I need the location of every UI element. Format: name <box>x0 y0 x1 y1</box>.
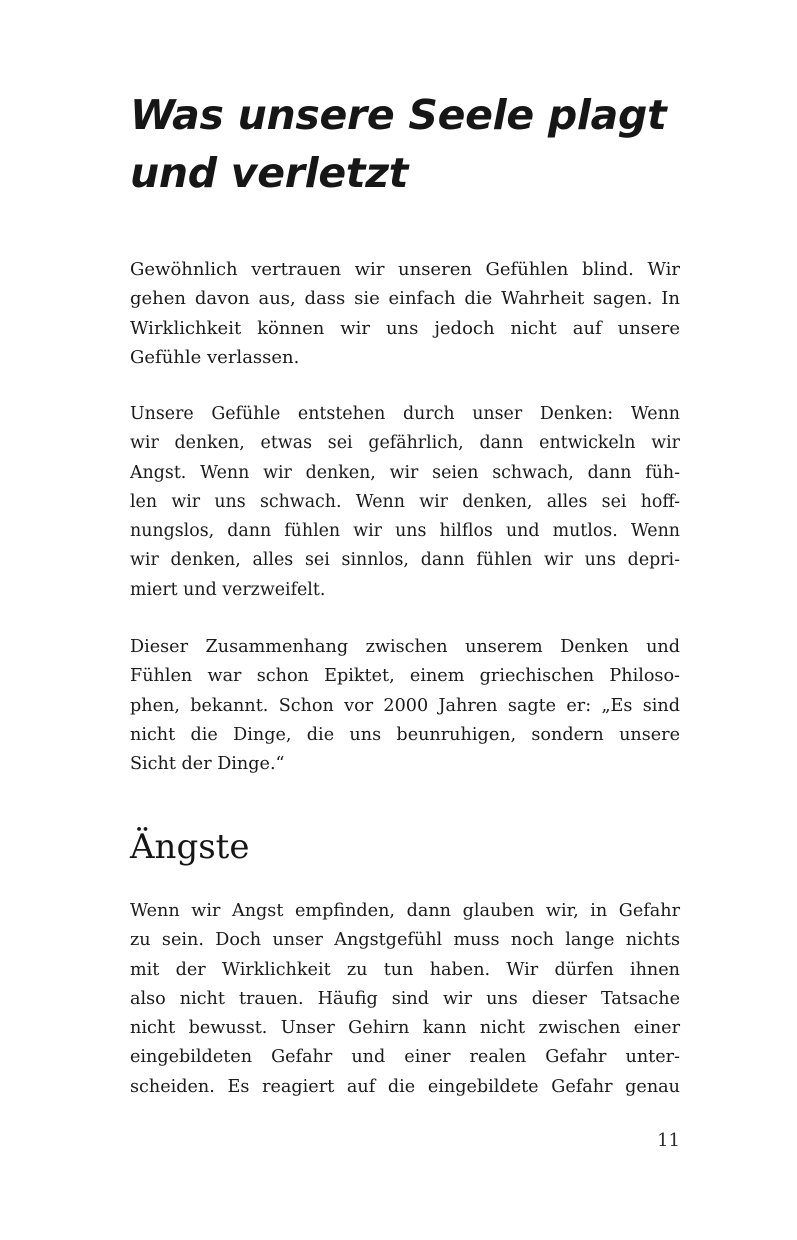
text-line: wir denken, alles sei sinnlos, dann fühlen wir uns depri- <box>130 550 680 571</box>
text-line: Unsere Gefühle entstehen durch unser Denken: Wenn <box>130 404 680 424</box>
text-line: wir denken, etwas sei gefährlich, dann entwickeln wir <box>130 433 680 454</box>
book-page <box>130 0 680 1240</box>
text-line: scheiden. Es reagiert auf die eingebildete Gefahr genau <box>130 1076 680 1097</box>
text-line: gehen davon aus, dass sie einfach die Wahrheit sagen. In <box>130 288 680 310</box>
text-line: zu sein. Doch unser Angstgefühl muss noch lange nichts <box>130 930 680 951</box>
chapter-title-line: Was unsere Seele plagt <box>130 91 667 139</box>
text-line: nicht die Dinge, die uns beunruhigen, sondern unsere <box>130 724 680 745</box>
text-line: eingebildeten Gefahr und einer realen Gefahr unter- <box>130 1047 680 1068</box>
text-line: Fühlen war schon Epiktet, einem griechischen Philoso- <box>130 666 680 687</box>
text-line: mit der Wirklichkeit zu tun haben. Wir dürfen ihnen <box>130 959 680 980</box>
chapter-title <box>130 86 690 202</box>
text-line: Dieser Zusammenhang zwischen unserem Denken und <box>130 637 680 657</box>
section-heading: Ängste <box>130 827 250 867</box>
text-line: Gewöhnlich vertrauen wir unseren Gefühlen blind. Wir <box>130 259 680 280</box>
text-line: nungslos, dann fühlen wir uns hilflos und mutlos. Wenn <box>130 521 680 542</box>
text-line: miert und verzweifelt. <box>130 579 326 600</box>
text-line: Gefühle verlassen. <box>130 346 300 368</box>
body-paragraph <box>130 633 680 779</box>
text-line: Wenn wir Angst empfinden, dann glauben wir, in Gefahr <box>130 901 680 921</box>
body-paragraph <box>130 255 680 372</box>
text-line: Sicht der Dinge.“ <box>130 754 285 775</box>
text-line: also nicht trauen. Häufig sind wir uns dieser Tatsache <box>130 988 680 1009</box>
text-line: nicht bewusst. Unser Gehirn kann nicht zwischen einer <box>130 1018 680 1039</box>
text-line: Angst. Wenn wir denken, wir seien schwach, dann füh- <box>130 462 680 483</box>
body-paragraph <box>130 897 680 1102</box>
text-line: len wir uns schwach. Wenn wir denken, alles sei hoff- <box>130 491 680 512</box>
chapter-title-line: und verletzt <box>130 149 409 197</box>
body-paragraph <box>130 400 680 605</box>
page-number: 11 <box>657 1130 680 1151</box>
text-line: Wirklichkeit können wir uns jedoch nicht auf unsere <box>130 317 680 339</box>
text-line: phen, bekannt. Schon vor 2000 Jahren sagte er: „Es sind <box>130 695 680 716</box>
